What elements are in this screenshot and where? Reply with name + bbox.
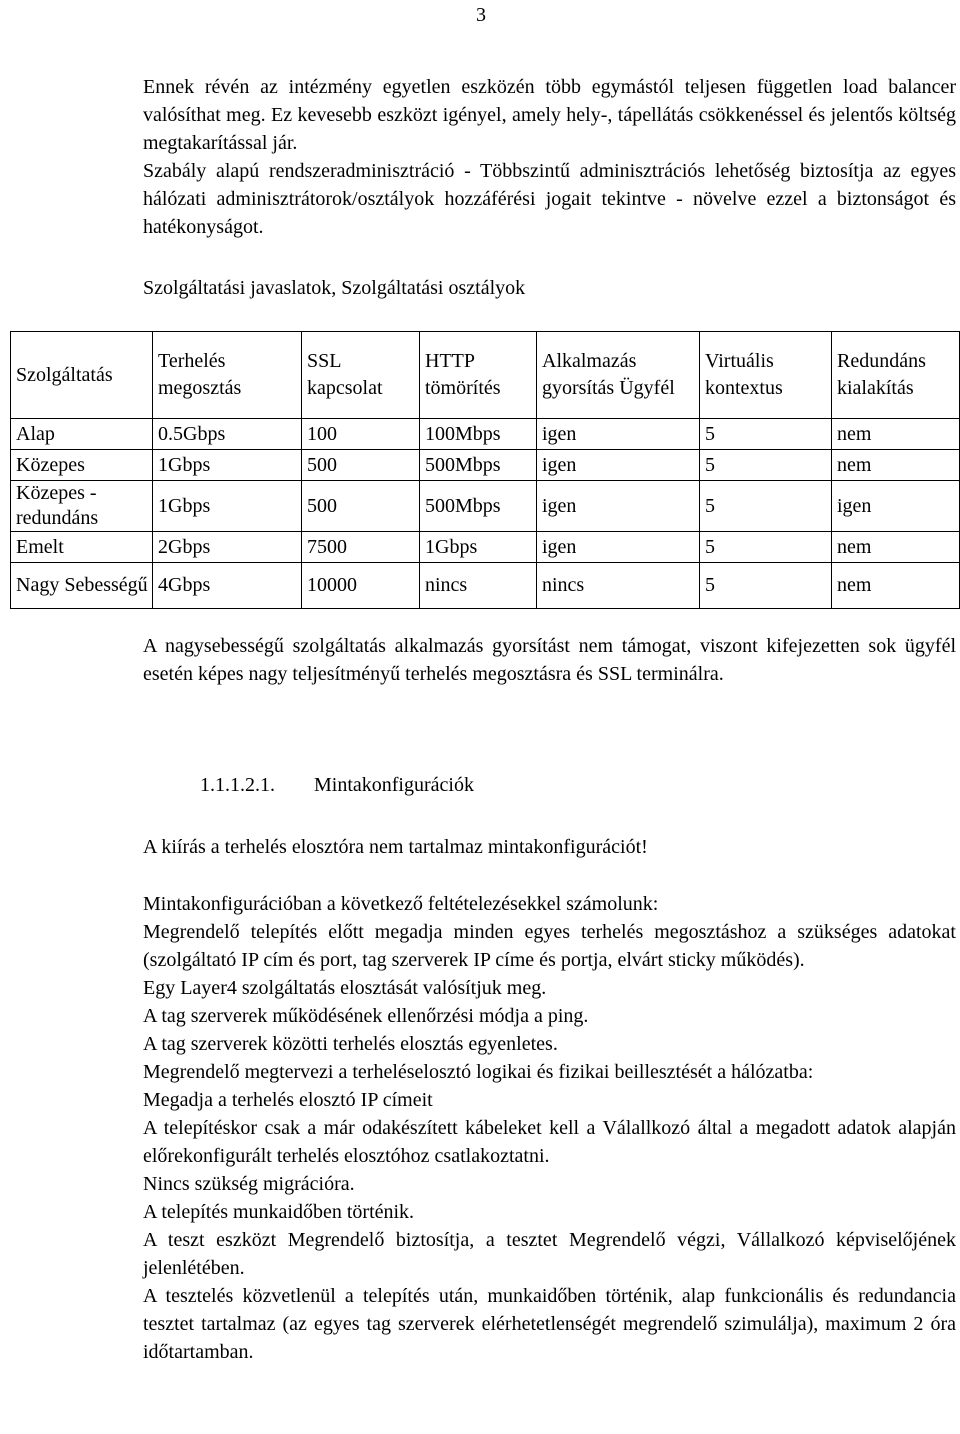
table-cell: 100 — [302, 419, 420, 450]
table-header-row — [11, 332, 960, 419]
table-cell: 4Gbps — [153, 563, 302, 609]
header-cell: HTTP tömörítés — [420, 332, 537, 419]
table-cell: 1Gbps — [153, 450, 302, 481]
assumption-line: Megadja a terhelés elosztó IP címeit — [143, 1089, 433, 1111]
notice-text: A kiírás a terhelés elosztóra nem tartalmaz mintakonfigurációt! — [143, 836, 648, 858]
table-cell: Emelt — [11, 532, 153, 563]
header-cell: Szolgáltatás — [11, 332, 153, 419]
assumption-line: A teszt eszközt Megrendelő biztosítja, a tesztet Megrendelő végzi, Vállalkozó képviselőjének jelenlétében. — [143, 1229, 956, 1279]
table-cell: nem — [832, 419, 960, 450]
table-cell: 500Mbps — [420, 481, 537, 532]
table-cell: 5 — [700, 450, 832, 481]
assumption-line: Megrendelő megtervezi a terheléselosztó logikai és fizikai beillesztését a hálózatba: — [143, 1061, 814, 1083]
assumption-line: Megrendelő telepítés előtt megadja minden egyes terhelés megosztáshoz a szükséges adatokat (szolgáltató IP cím és port, tag szerverek IP címe és portja, elvárt sticky működés). — [143, 921, 956, 971]
table-cell: 5 — [700, 532, 832, 563]
table-cell: 7500 — [302, 532, 420, 563]
table-cell: igen — [537, 419, 700, 450]
table-cell: 1Gbps — [420, 532, 537, 563]
table-cell: Közepes - redundáns — [11, 481, 153, 532]
table-cell: nincs — [537, 563, 700, 609]
table-cell: Nagy Sebességű — [11, 563, 153, 609]
table-cell: 500 — [302, 481, 420, 532]
table-cell: 5 — [700, 481, 832, 532]
table-cell: igen — [537, 481, 700, 532]
table-cell: 10000 — [302, 563, 420, 609]
assumption-line: Egy Layer4 szolgáltatás elosztását valósítjuk meg. — [143, 977, 547, 999]
table-cell: Közepes — [11, 450, 153, 481]
table-cell: igen — [537, 532, 700, 563]
section-heading — [200, 771, 960, 799]
table-row — [11, 481, 960, 532]
table-cell: igen — [537, 450, 700, 481]
section-number: 1.1.1.2.1. — [200, 774, 275, 796]
intro-text — [143, 73, 956, 241]
table-row — [11, 419, 960, 450]
assumption-line: Mintakonfigurációban a következő feltételezésekkel számolunk: — [143, 893, 659, 915]
assumption-line: A tag szerverek közötti terhelés elosztás egyenletes. — [143, 1033, 558, 1055]
table-cell: 500Mbps — [420, 450, 537, 481]
header-cell: SSL kapcsolat — [302, 332, 420, 419]
assumption-line: A tesztelés közvetlenül a telepítés után, munkaidőben történik, alap funkcionális és redundancia tesztet tartalmaz (az egyes tag szerverek elérhetetlenségét megrendelő szimulálja), maximum 2 óra időtartamban. — [143, 1285, 956, 1363]
assumption-line: A telepítéskor csak a már odakészített kábeleket kell a Válallkozó által a megadott adatok alapján előrekonfigurált terhelés elosztóhoz csatlakoztatni. — [143, 1117, 956, 1167]
header-cell: Virtuális kontextus — [700, 332, 832, 419]
assumption-line: Nincs szükség migrációra. — [143, 1173, 355, 1195]
intro-paragraph: Szabály alapú rendszeradminisztráció - Többszintű adminisztrációs lehetőség biztosítja az egyes hálózati adminisztrátorok/osztályok hozzáférési jogait tekintve - növelve ezzel a biztonságot és hatékonyságot. — [143, 160, 956, 238]
assumption-line: A tag szerverek működésének ellenőrzési módja a ping. — [143, 1005, 589, 1027]
table-cell: 5 — [700, 419, 832, 450]
table-row — [11, 532, 960, 563]
table-cell: nem — [832, 563, 960, 609]
assumptions-list — [143, 890, 956, 1366]
table-cell: nem — [832, 532, 960, 563]
table-row — [11, 563, 960, 609]
table-cell: 0.5Gbps — [153, 419, 302, 450]
assumption-line: A telepítés munkaidőben történik. — [143, 1201, 415, 1223]
table-cell: 1Gbps — [153, 481, 302, 532]
table-row — [11, 450, 960, 481]
table-note: A nagysebességű szolgáltatás alkalmazás gyorsítást nem támogat, viszont kifejezetten sok ügyfél esetén képes nagy teljesítményű terhelés megosztásra és SSL terminálra. — [143, 635, 956, 685]
table-cell: nem — [832, 450, 960, 481]
table-cell: 5 — [700, 563, 832, 609]
header-cell: Terhelés megosztás — [153, 332, 302, 419]
header-cell: Alkalmazás gyorsítás Ügyfél — [537, 332, 700, 419]
table-cell: 2Gbps — [153, 532, 302, 563]
table-cell: nincs — [420, 563, 537, 609]
page-number: 3 — [476, 4, 486, 26]
services-heading: Szolgáltatási javaslatok, Szolgáltatási osztályok — [143, 277, 526, 299]
table-cell: 500 — [302, 450, 420, 481]
table-cell: igen — [832, 481, 960, 532]
intro-paragraph: Ennek révén az intézmény egyetlen eszközén több egymástól teljesen független load balancer valósíthat meg. Ez kevesebb eszközt igényel, amely hely-, tápellátás csökkenéssel és jelentős költség megtakarítással jár. — [143, 76, 956, 154]
table-cell: Alap — [11, 419, 153, 450]
section-title: Mintakonfigurációk — [314, 774, 474, 796]
services-table — [10, 331, 960, 609]
header-cell: Redundáns kialakítás — [832, 332, 960, 419]
table-cell: 100Mbps — [420, 419, 537, 450]
